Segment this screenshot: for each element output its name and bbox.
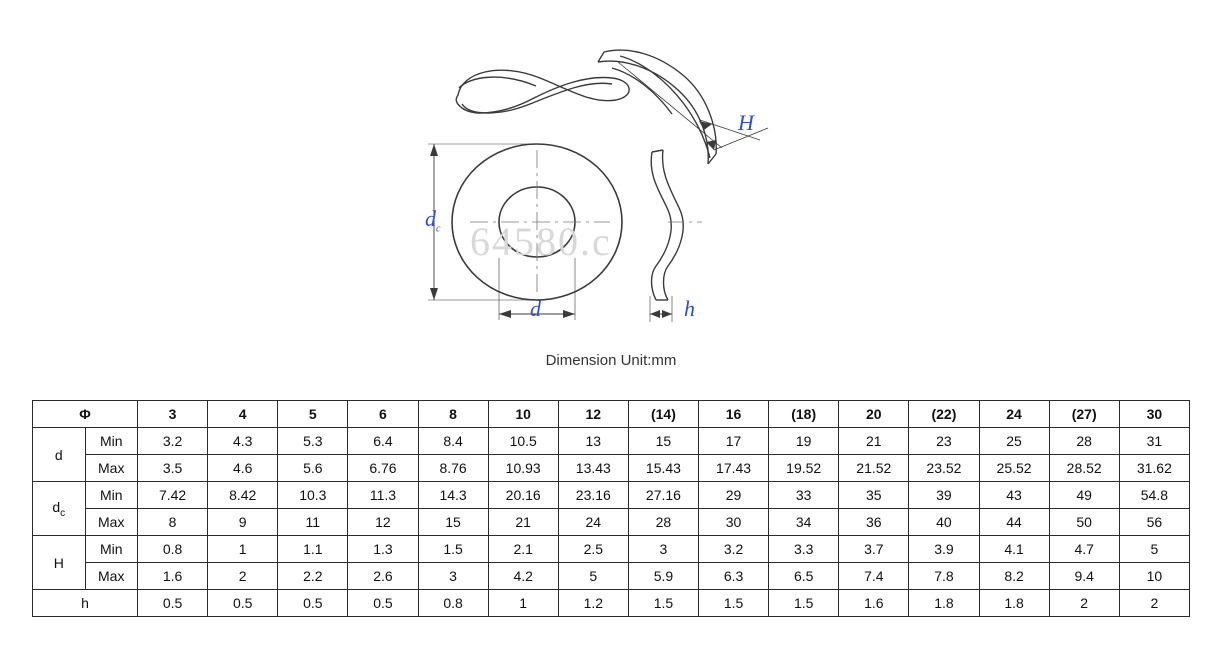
header-size-0: 3 xyxy=(138,401,208,428)
cell-value: 2.2 xyxy=(278,563,348,590)
table-row xyxy=(33,428,1190,455)
cell-value: 0.8 xyxy=(418,590,488,617)
cell-value: 9.4 xyxy=(1049,563,1119,590)
cell-value: 25 xyxy=(979,428,1049,455)
cell-value: 1 xyxy=(488,590,558,617)
cell-value: 3.2 xyxy=(699,536,769,563)
cell-value: 33 xyxy=(769,482,839,509)
table-header-row xyxy=(33,401,1190,428)
cell-value: 4.7 xyxy=(1049,536,1119,563)
cell-value: 11.3 xyxy=(348,482,418,509)
cell-value: 17.43 xyxy=(699,455,769,482)
cell-value: 49 xyxy=(1049,482,1119,509)
cell-value: 8.4 xyxy=(418,428,488,455)
label-H: H xyxy=(738,110,754,135)
cell-value: 3 xyxy=(418,563,488,590)
cell-value: 21 xyxy=(839,428,909,455)
cell-value: 54.8 xyxy=(1119,482,1189,509)
cell-value: 31 xyxy=(1119,428,1189,455)
cell-value: 3 xyxy=(628,536,698,563)
cell-value: 11 xyxy=(278,509,348,536)
cell-value: 6.3 xyxy=(699,563,769,590)
cell-value: 13.43 xyxy=(558,455,628,482)
label-dc-subscript: c xyxy=(436,223,441,235)
cell-value: 28 xyxy=(628,509,698,536)
cell-value: 19 xyxy=(769,428,839,455)
row-sublabel: Min xyxy=(85,482,138,509)
cell-value: 4.1 xyxy=(979,536,1049,563)
cell-value: 9 xyxy=(208,509,278,536)
cell-value: 34 xyxy=(769,509,839,536)
cell-value: 23.16 xyxy=(558,482,628,509)
cell-value: 56 xyxy=(1119,509,1189,536)
row-group-label: d xyxy=(33,428,86,482)
row-sublabel: Max xyxy=(85,563,138,590)
cell-value: 1.3 xyxy=(348,536,418,563)
cell-value: 2.6 xyxy=(348,563,418,590)
cell-value: 10.93 xyxy=(488,455,558,482)
cell-value: 5.6 xyxy=(278,455,348,482)
header-size-10: 20 xyxy=(839,401,909,428)
cell-value: 1.6 xyxy=(138,563,208,590)
cell-value: 1.5 xyxy=(699,590,769,617)
label-dc: $d_c$ xyxy=(425,206,441,235)
label-d: d xyxy=(530,296,541,321)
header-size-6: 12 xyxy=(558,401,628,428)
dimensions-table xyxy=(32,400,1190,617)
cell-value: 8.42 xyxy=(208,482,278,509)
cell-value: 1.1 xyxy=(278,536,348,563)
table-row xyxy=(33,482,1190,509)
cell-value: 7.8 xyxy=(909,563,979,590)
cell-value: 7.4 xyxy=(839,563,909,590)
cell-value: 8 xyxy=(138,509,208,536)
header-phi: Φ xyxy=(33,401,138,428)
cell-value: 2.5 xyxy=(558,536,628,563)
cell-value: 50 xyxy=(1049,509,1119,536)
cell-value: 12 xyxy=(348,509,418,536)
table-row xyxy=(33,536,1190,563)
cell-value: 4.2 xyxy=(488,563,558,590)
table-row xyxy=(33,509,1190,536)
header-size-3: 6 xyxy=(348,401,418,428)
row-sublabel: Max xyxy=(85,455,138,482)
cell-value: 2.1 xyxy=(488,536,558,563)
cell-value: 13 xyxy=(558,428,628,455)
row-sublabel: Min xyxy=(85,428,138,455)
cell-value: 8.2 xyxy=(979,563,1049,590)
cell-value: 4.6 xyxy=(208,455,278,482)
cell-value: 1.8 xyxy=(979,590,1049,617)
cell-value: 15 xyxy=(418,509,488,536)
cell-value: 7.42 xyxy=(138,482,208,509)
cell-value: 36 xyxy=(839,509,909,536)
watermark-text: 64580.c xyxy=(470,219,612,264)
cell-value: 1.2 xyxy=(558,590,628,617)
cell-value: 0.5 xyxy=(138,590,208,617)
cell-value: 19.52 xyxy=(769,455,839,482)
cell-value: 29 xyxy=(699,482,769,509)
cell-value: 3.3 xyxy=(769,536,839,563)
header-size-2: 5 xyxy=(278,401,348,428)
cell-value: 28.52 xyxy=(1049,455,1119,482)
row-sublabel: Max xyxy=(85,509,138,536)
cell-value: 5.3 xyxy=(278,428,348,455)
row-group-label: H xyxy=(33,536,86,590)
header-size-11: (22) xyxy=(909,401,979,428)
header-size-5: 10 xyxy=(488,401,558,428)
header-size-4: 8 xyxy=(418,401,488,428)
cell-value: 10.3 xyxy=(278,482,348,509)
cell-value: 30 xyxy=(699,509,769,536)
cell-value: 1 xyxy=(208,536,278,563)
row-sublabel: Min xyxy=(85,536,138,563)
cell-value: 1.5 xyxy=(628,590,698,617)
row-group-label: h xyxy=(33,590,138,617)
cell-value: 3.5 xyxy=(138,455,208,482)
cell-value: 40 xyxy=(909,509,979,536)
cell-value: 2 xyxy=(208,563,278,590)
label-h: h xyxy=(684,296,695,321)
cell-value: 6.5 xyxy=(769,563,839,590)
dimension-unit-caption: Dimension Unit:mm xyxy=(545,352,677,369)
cell-value: 2 xyxy=(1049,590,1119,617)
cell-value: 0.5 xyxy=(278,590,348,617)
cell-value: 5 xyxy=(1119,536,1189,563)
header-size-12: 24 xyxy=(979,401,1049,428)
cell-value: 4.3 xyxy=(208,428,278,455)
row-group-label: $d_c$ xyxy=(33,482,86,536)
header-size-1: 4 xyxy=(208,401,278,428)
cell-value: 21 xyxy=(488,509,558,536)
cell-value: 31.62 xyxy=(1119,455,1189,482)
cell-value: 21.52 xyxy=(839,455,909,482)
cell-value: 2 xyxy=(1119,590,1189,617)
cell-value: 5.9 xyxy=(628,563,698,590)
cell-value: 8.76 xyxy=(418,455,488,482)
cell-value: 3.2 xyxy=(138,428,208,455)
cell-value: 14.3 xyxy=(418,482,488,509)
cell-value: 0.8 xyxy=(138,536,208,563)
cell-value: 1.6 xyxy=(839,590,909,617)
cell-value: 6.76 xyxy=(348,455,418,482)
cell-value: 23.52 xyxy=(909,455,979,482)
cell-value: 17 xyxy=(699,428,769,455)
header-size-8: 16 xyxy=(699,401,769,428)
cell-value: 39 xyxy=(909,482,979,509)
header-size-14: 30 xyxy=(1119,401,1189,428)
cell-value: 10 xyxy=(1119,563,1189,590)
cell-value: 35 xyxy=(839,482,909,509)
cell-value: 28 xyxy=(1049,428,1119,455)
header-size-7: (14) xyxy=(628,401,698,428)
cell-value: 5 xyxy=(558,563,628,590)
table-row xyxy=(33,590,1190,617)
cell-value: 20.16 xyxy=(488,482,558,509)
cell-value: 15.43 xyxy=(628,455,698,482)
cell-value: 10.5 xyxy=(488,428,558,455)
table-row xyxy=(33,563,1190,590)
cell-value: 44 xyxy=(979,509,1049,536)
cell-value: 15 xyxy=(628,428,698,455)
cell-value: 25.52 xyxy=(979,455,1049,482)
header-size-13: (27) xyxy=(1049,401,1119,428)
cell-value: 3.9 xyxy=(909,536,979,563)
header-size-9: (18) xyxy=(769,401,839,428)
cell-value: 1.8 xyxy=(909,590,979,617)
cell-value: 27.16 xyxy=(628,482,698,509)
cell-value: 23 xyxy=(909,428,979,455)
cell-value: 1.5 xyxy=(418,536,488,563)
cell-value: 43 xyxy=(979,482,1049,509)
cell-value: 6.4 xyxy=(348,428,418,455)
cell-value: 0.5 xyxy=(208,590,278,617)
cell-value: 0.5 xyxy=(348,590,418,617)
cell-value: 3.7 xyxy=(839,536,909,563)
table-row xyxy=(33,455,1190,482)
cell-value: 1.5 xyxy=(769,590,839,617)
cell-value: 24 xyxy=(558,509,628,536)
